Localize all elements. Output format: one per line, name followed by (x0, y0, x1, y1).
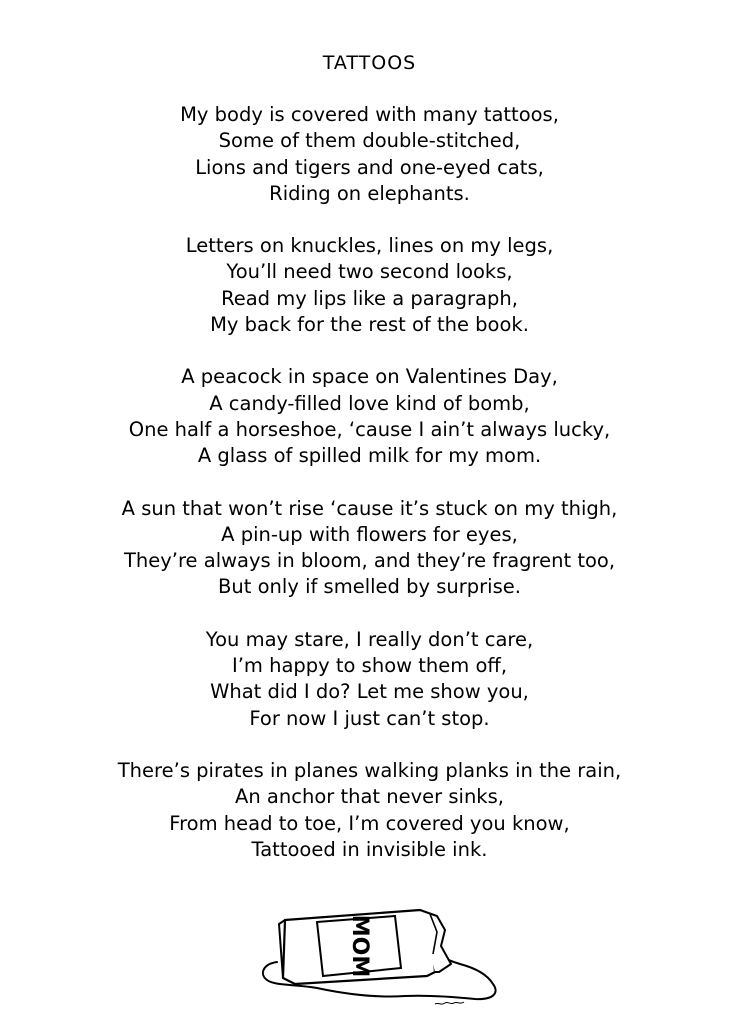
poem-line: What did I do? Let me show you, (210, 680, 529, 704)
poem-line: Letters on knuckles, lines on my legs, (185, 234, 554, 258)
poem-line: An anchor that never sinks, (235, 785, 504, 809)
spilled-milk-carton-illustration (255, 902, 500, 1012)
poem-line: But only if smelled by surprise. (218, 575, 521, 599)
poem-line: Tattooed in invisible ink. (251, 837, 488, 861)
poem-line: They’re always in bloom, and they’re fragrent too, (123, 549, 616, 573)
poem-line: A glass of spilled milk for my mom. (197, 444, 542, 468)
poem (0, 50, 739, 889)
poem-line: A peacock in space on Valentines Day, (181, 365, 558, 389)
poem-line: I’m happy to show them off, (231, 654, 508, 678)
poem-line: My back for the rest of the book. (210, 313, 529, 337)
stanza-6 (0, 758, 739, 863)
carton-label: MOM (347, 914, 372, 978)
poem-line: Lions and tigers and one-eyed cats, (195, 155, 544, 179)
stanza-3 (0, 364, 739, 469)
stanza-1 (0, 102, 739, 207)
poem-line: Riding on elephants. (269, 181, 470, 205)
stanza-5 (0, 627, 739, 732)
poem-line: There’s pirates in planes walking planks in the rain, (117, 758, 622, 782)
poem-line: A sun that won’t rise ‘cause it’s stuck on my thigh, (121, 496, 618, 520)
poem-line: One half a horseshoe, ‘cause I ain’t always lucky, (128, 417, 611, 441)
poem-line: You may stare, I really don’t care, (205, 627, 534, 651)
poem-line: From head to toe, I’m covered you know, (169, 811, 570, 835)
poem-line: Read my lips like a paragraph, (221, 286, 518, 310)
stanza-2 (0, 233, 739, 338)
poem-line: You’ll need two second looks, (226, 260, 513, 284)
stanza-4 (0, 496, 739, 601)
poem-line: A candy-filled love kind of bomb, (209, 391, 530, 415)
poem-line: For now I just can’t stop. (249, 706, 490, 730)
poem-title: TATTOOS (322, 52, 417, 74)
poem-line: My body is covered with many tattoos, (180, 103, 559, 126)
artist-signature (435, 1002, 464, 1004)
poem-line: A pin-up with flowers for eyes, (221, 522, 518, 546)
poem-line: Some of them double-stitched, (218, 129, 521, 153)
